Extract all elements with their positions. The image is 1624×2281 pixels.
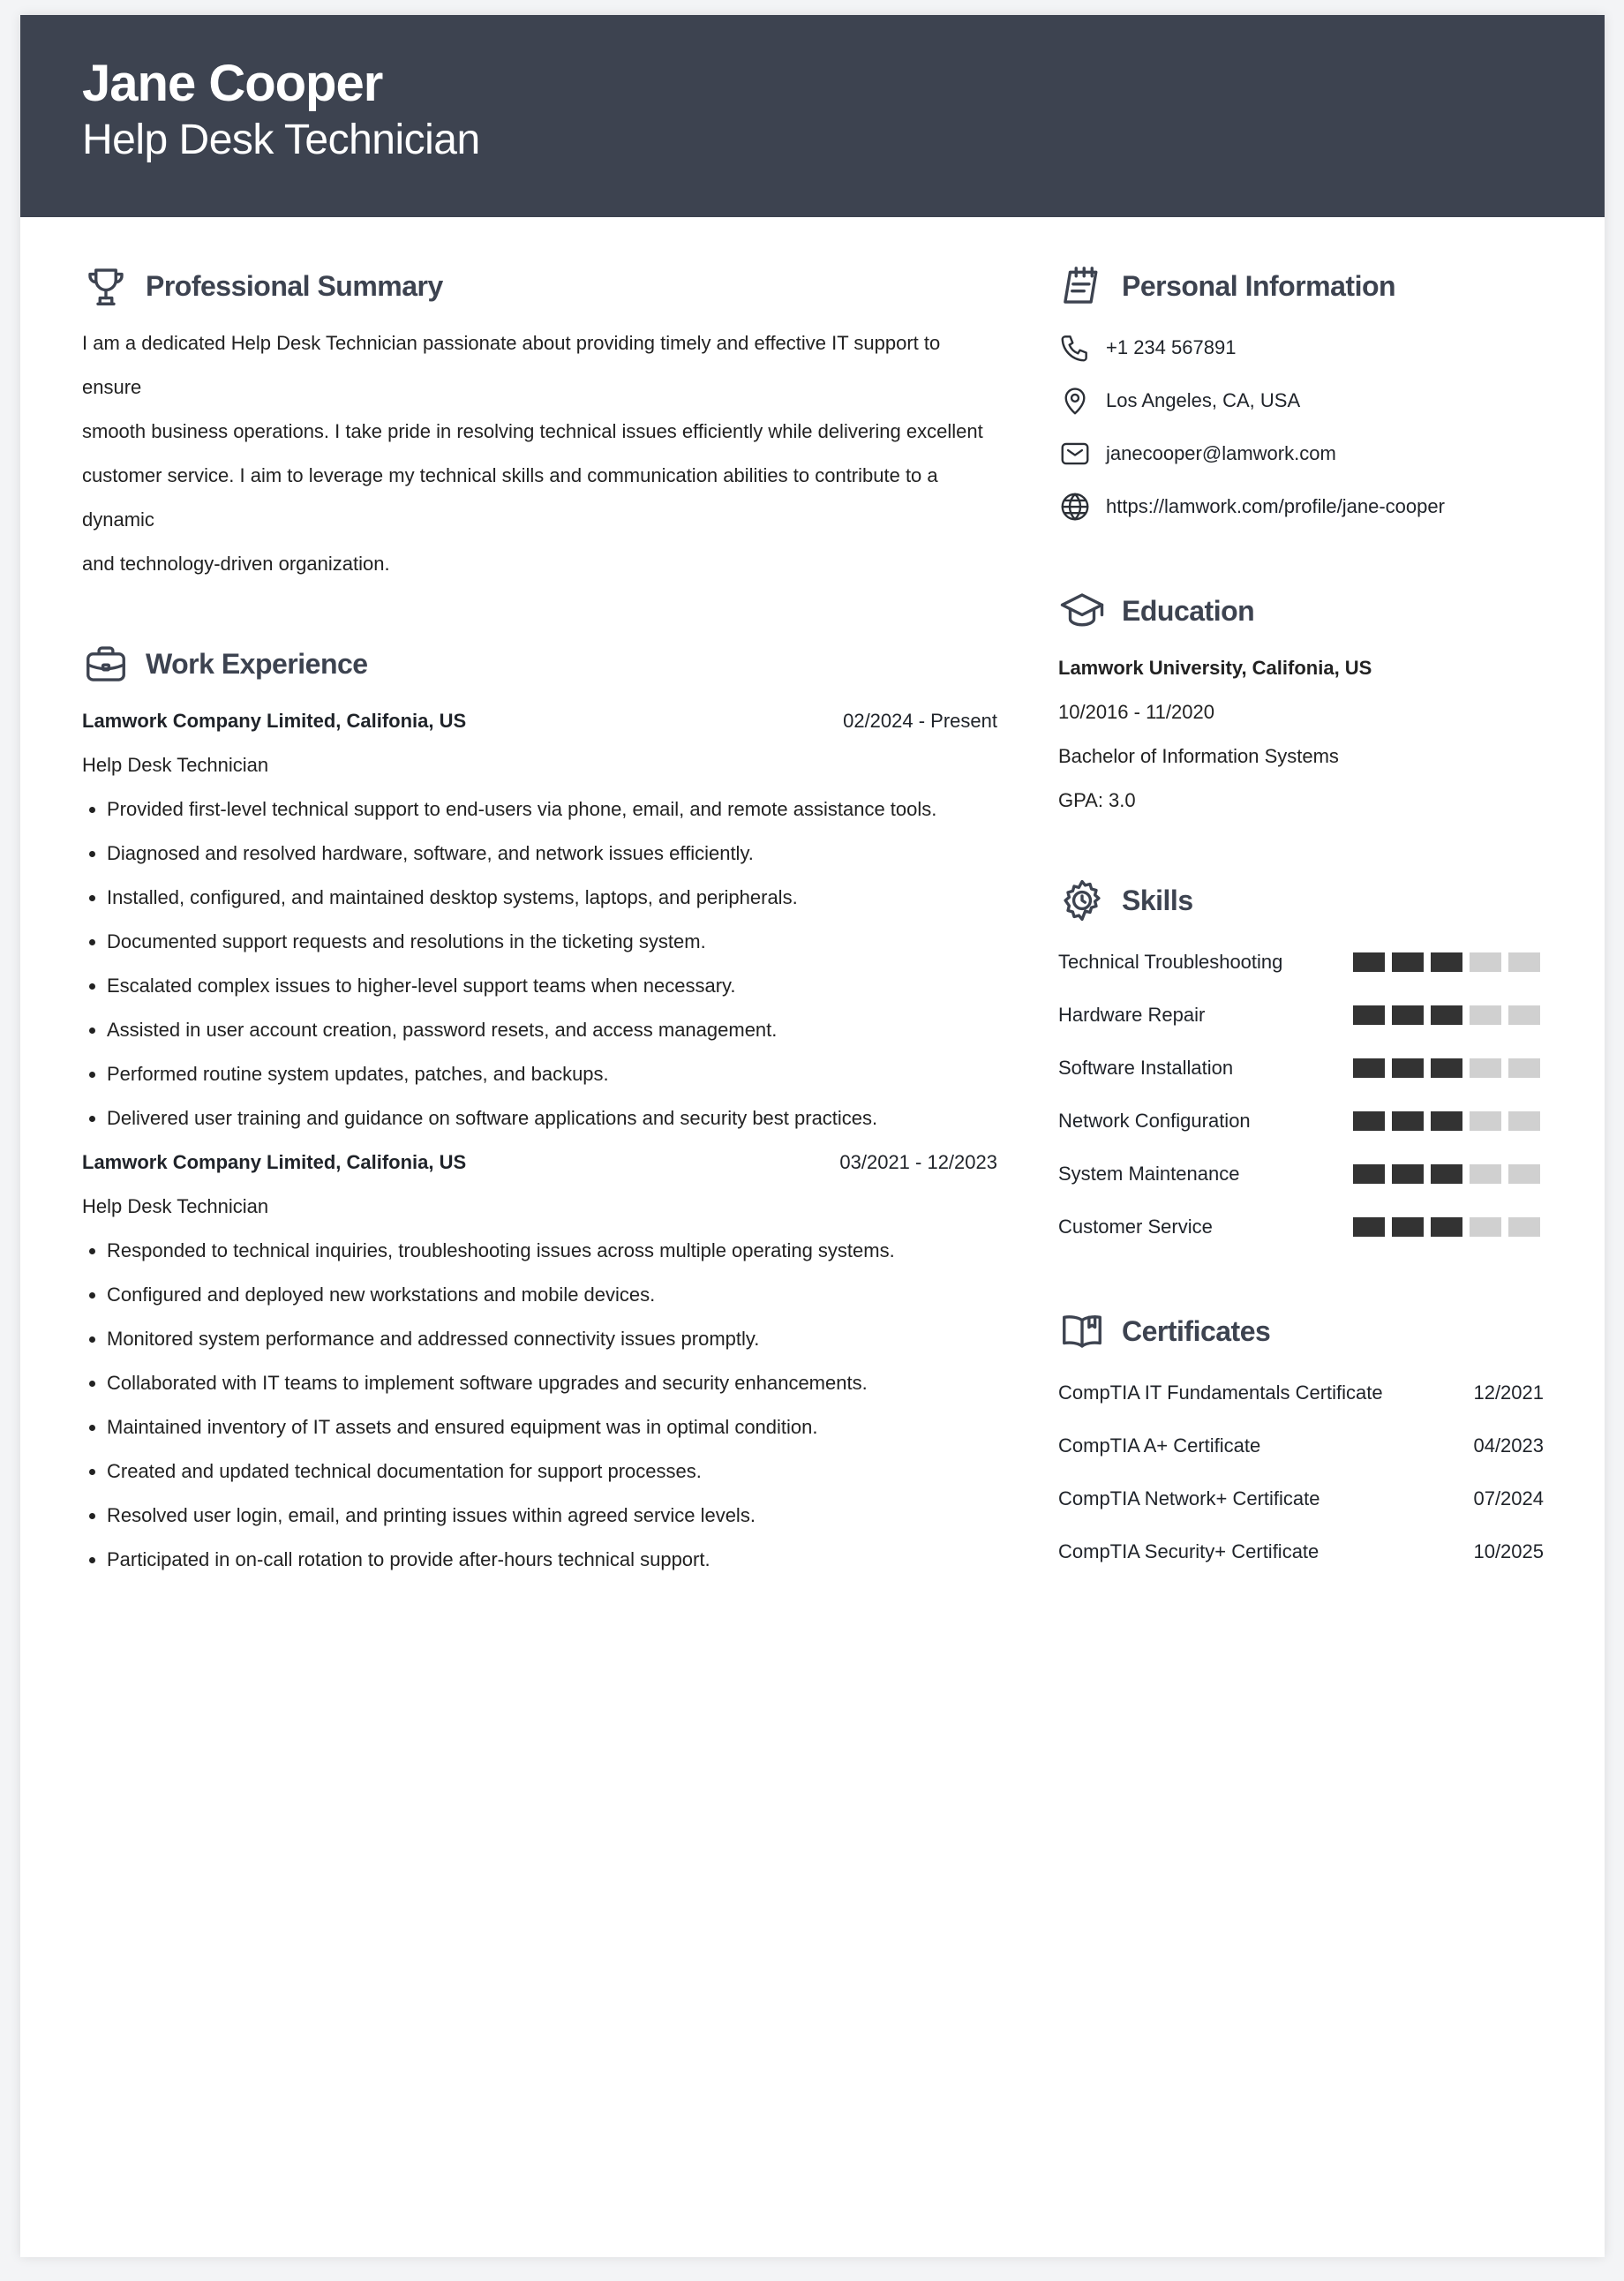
summary-header [82,260,997,312]
skill-bar-empty [1508,1217,1540,1237]
job-bullet: • Resolved user login, email, and printing issues within agreed service levels. [107,1494,997,1538]
education-dates: 10/2016 - 11/2020 [1058,701,1214,723]
summary-text [82,321,997,586]
skill-name: Customer Service [1058,1216,1213,1238]
experience-header [82,637,997,690]
certificate-date: 12/2021 [1473,1381,1544,1404]
skill-bar-filled [1392,1217,1424,1237]
summary-line: customer service. I aim to leverage my technical skills and communication abilities to contribute to a dynamic [82,464,938,531]
skill-bar-filled [1431,1005,1462,1025]
skill-level-bars [1353,1005,1540,1025]
personal-section [1058,260,1544,533]
certificate-name: CompTIA IT Fundamentals Certificate [1058,1381,1383,1404]
certificate-date: 04/2023 [1473,1434,1544,1457]
skill-bar-empty [1508,1058,1540,1078]
right-column [1058,260,1544,1630]
skill-row [1058,1095,1544,1148]
job-bullet: • Configured and deployed new workstations and mobile devices. [107,1273,997,1317]
skills-header [1058,874,1544,927]
mail-icon [1058,437,1092,471]
job-bullet: • Performed routine system updates, patches, and backups. [107,1052,997,1096]
skills-section [1058,874,1544,1253]
summary-line: I am a dedicated Help Desk Technician passionate about providing timely and effective IT support to ensure [82,332,941,398]
skill-bar-filled [1353,1058,1385,1078]
notepad-icon [1058,262,1106,310]
skill-bar-filled [1353,1164,1385,1184]
experience-section [82,637,997,1582]
job-bullet: • Diagnosed and resolved hardware, software, and network issues efficiently. [107,832,997,876]
skill-bar-filled [1392,1111,1424,1131]
certificate-name: CompTIA Network+ Certificate [1058,1487,1320,1509]
skill-name: Network Configuration [1058,1110,1251,1132]
resume-header [20,15,1605,217]
summary-section [82,260,997,586]
job-bullet: • Assisted in user account creation, password resets, and access management. [107,1008,997,1052]
skill-bar-filled [1392,1058,1424,1078]
job-bullet: • Delivered user training and guidance on software applications and security best practices. [107,1096,997,1140]
summary-line: and technology-driven organization. [82,553,390,575]
skill-bar-filled [1431,1217,1462,1237]
skill-row [1058,1042,1544,1095]
certificate-date: 10/2025 [1473,1540,1544,1562]
skill-level-bars [1353,1217,1540,1237]
briefcase-icon [82,640,130,688]
skill-bar-empty [1508,952,1540,972]
email-row [1058,427,1544,480]
education-heading: Education [1122,594,1255,627]
skill-bar-empty [1470,952,1501,972]
skill-name: Hardware Repair [1058,1004,1206,1026]
job-dates: 02/2024 - Present [843,710,997,732]
trophy-icon [82,262,130,310]
left-column [82,260,997,1633]
skill-bar-filled [1353,1111,1385,1131]
candidate-name: Jane Cooper [82,55,383,112]
job-header [82,1140,997,1185]
job-role: Help Desk Technician [82,1195,269,1217]
location-text: Los Angeles, CA, USA [1106,389,1301,411]
email-text[interactable]: janecooper@lamwork.com [1106,442,1336,464]
education-header [1058,584,1544,637]
skill-bar-filled [1431,1058,1462,1078]
graduation-cap-icon [1058,587,1106,635]
job-company: Lamwork Company Limited, Califonia, US [82,710,467,732]
skill-row [1058,1148,1544,1201]
website-text[interactable]: https://lamwork.com/profile/jane-cooper [1106,495,1445,517]
skill-level-bars [1353,1164,1540,1184]
globe-icon [1058,490,1092,523]
skill-bar-filled [1431,952,1462,972]
resume-page [20,15,1605,2257]
job-company: Lamwork Company Limited, Califonia, US [82,1151,467,1173]
job-bullet: • Escalated complex issues to higher-level support teams when necessary. [107,964,997,1008]
certificate-row [1058,1472,1544,1525]
job-entry [82,1140,997,1582]
skill-bar-filled [1392,1005,1424,1025]
skill-bar-filled [1392,952,1424,972]
phone-row [1058,321,1544,374]
gear-clock-icon [1058,877,1106,924]
job-header [82,699,997,743]
skill-bar-empty [1508,1111,1540,1131]
skill-bar-empty [1470,1217,1501,1237]
book-icon [1058,1307,1106,1355]
certificate-date: 07/2024 [1473,1487,1544,1509]
summary-line: smooth business operations. I take pride in resolving technical issues efficiently while delivering excellent [82,420,983,442]
education-school: Lamwork University, Califonia, US [1058,657,1372,679]
website-row [1058,480,1544,533]
job-bullets [82,1229,997,1582]
education-degree: Bachelor of Information Systems [1058,745,1339,767]
certificate-name: CompTIA Security+ Certificate [1058,1540,1320,1562]
skill-bar-filled [1431,1111,1462,1131]
skill-bar-empty [1470,1058,1501,1078]
skills-list [1058,936,1544,1253]
job-bullet: • Responded to technical inquiries, troubleshooting issues across multiple operating systems. [107,1229,997,1273]
skill-bar-empty [1508,1005,1540,1025]
skill-bar-empty [1470,1005,1501,1025]
skill-level-bars [1353,1058,1540,1078]
job-bullet: • Participated in on-call rotation to provide after-hours technical support. [107,1538,997,1582]
skill-bar-filled [1353,1005,1385,1025]
candidate-title: Help Desk Technician [82,116,480,163]
job-bullet: • Documented support requests and resolutions in the ticketing system. [107,920,997,964]
job-bullets [82,787,997,1140]
skill-name: Software Installation [1058,1057,1234,1079]
job-bullet: • Created and updated technical documentation for support processes. [107,1449,997,1494]
certificates-section [1058,1305,1544,1578]
skill-level-bars [1353,952,1540,972]
experience-heading: Work Experience [146,647,368,680]
certificate-row [1058,1525,1544,1578]
education-gpa: GPA: 3.0 [1058,789,1136,811]
skills-heading: Skills [1122,884,1193,916]
job-bullet: • Monitored system performance and addressed connectivity issues promptly. [107,1317,997,1361]
education-section [1058,584,1544,823]
skill-row [1058,989,1544,1042]
job-bullet: • Collaborated with IT teams to implement software upgrades and security enhancements. [107,1361,997,1405]
job-role: Help Desk Technician [82,754,269,776]
job-entry [82,699,997,1140]
skill-row [1058,936,1544,989]
summary-heading: Professional Summary [146,269,443,302]
skill-bar-empty [1508,1164,1540,1184]
skill-bar-filled [1392,1164,1424,1184]
certificate-name: CompTIA A+ Certificate [1058,1434,1261,1457]
location-pin-icon [1058,384,1092,418]
certificate-row [1058,1419,1544,1472]
skill-bar-filled [1353,1217,1385,1237]
personal-header [1058,260,1544,312]
job-bullet: • Maintained inventory of IT assets and ensured equipment was in optimal condition. [107,1405,997,1449]
personal-heading: Personal Information [1122,269,1396,302]
skill-name: Technical Troubleshooting [1058,951,1283,973]
job-dates: 03/2021 - 12/2023 [839,1151,997,1173]
skill-row [1058,1201,1544,1253]
skill-name: System Maintenance [1058,1163,1240,1185]
location-row [1058,374,1544,427]
job-bullet: • Installed, configured, and maintained desktop systems, laptops, and peripherals. [107,876,997,920]
certificate-row [1058,1366,1544,1419]
skill-bar-filled [1353,952,1385,972]
phone-text: +1 234 567891 [1106,336,1237,358]
certificates-header [1058,1305,1544,1358]
job-bullet: • Provided first-level technical support to end-users via phone, email, and remote assistance tools. [107,787,997,832]
phone-icon [1058,331,1092,365]
skill-bar-empty [1470,1164,1501,1184]
skill-bar-filled [1431,1164,1462,1184]
certificates-heading: Certificates [1122,1314,1271,1347]
skill-bar-empty [1470,1111,1501,1131]
skill-level-bars [1353,1111,1540,1131]
